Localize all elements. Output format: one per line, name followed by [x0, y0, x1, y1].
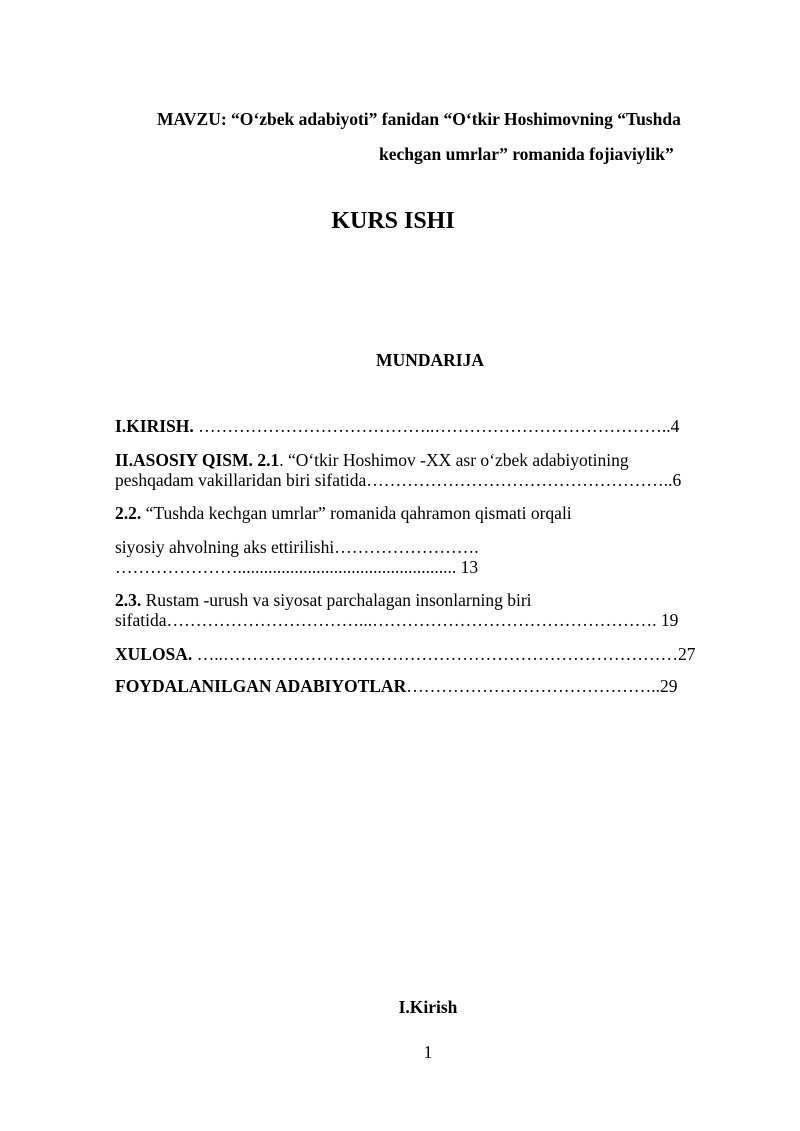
toc-entry-2-3-line2: sifatida……………………………...…………………………………………. 19 [115, 610, 679, 630]
toc-entry-text: . “O‘tkir Hoshimov -XX asr o‘zbek adabiyotining [279, 450, 629, 470]
toc-subsection-number: 2.1 [252, 450, 280, 470]
toc-entry-leader: …..……………………………………………………………………27 [192, 644, 696, 664]
toc-entry-leader: ……………………………………..29 [406, 676, 678, 696]
section-heading-kirish: I.Kirish [398, 997, 458, 1017]
toc-entry-adabiyotlar [115, 676, 677, 696]
toc-entry-2-2-line2: siyosiy ahvolning aks ettirilishi……………………. [115, 537, 479, 557]
page-number: 1 [423, 1042, 433, 1062]
toc-entry-kirish [115, 416, 679, 436]
toc-entry-2-3-line1 [115, 590, 532, 610]
toc-subsection-number: 2.3. [115, 590, 142, 610]
toc-entry-text: Rustam -urush va siyosat parchalagan insonlarning biri [141, 590, 532, 610]
toc-entry-asosiy-line2: peshqadam vakillaridan biri sifatida……………………………………………..6 [115, 470, 682, 490]
toc-entry-text: “Tushda kechgan umrlar” romanida qahramon qismati orqali [141, 503, 572, 523]
toc-entry-label: I.KIRISH. [115, 416, 194, 436]
toc-section-label: II.ASOSIY QISM. [115, 450, 253, 470]
toc-subsection-number: 2.2. [115, 503, 142, 523]
topic-line-2: kechgan umrlar” romanida fojiaviylik” [379, 144, 674, 164]
toc-heading: MUNDARIJA [376, 350, 484, 370]
toc-entry-xulosa [115, 644, 695, 664]
toc-entry-asosiy-line1 [115, 450, 629, 470]
topic-line-1: MAVZU: “O‘zbek adabiyoti” fanidan “O‘tkir Hoshimovning “Tushda [157, 109, 681, 129]
toc-entry-label: FOYDALANILGAN ADABIYOTLAR [115, 676, 407, 696]
toc-entry-2-2-line3: ………………….................................................. 13 [115, 557, 479, 577]
toc-entry-leader: …………………………………..…………………………………..4 [193, 416, 680, 436]
toc-entry-2-2-line1 [115, 503, 572, 523]
toc-entry-label: XULOSA. [115, 644, 193, 664]
document-type-title: KURS ISHI [331, 208, 455, 234]
